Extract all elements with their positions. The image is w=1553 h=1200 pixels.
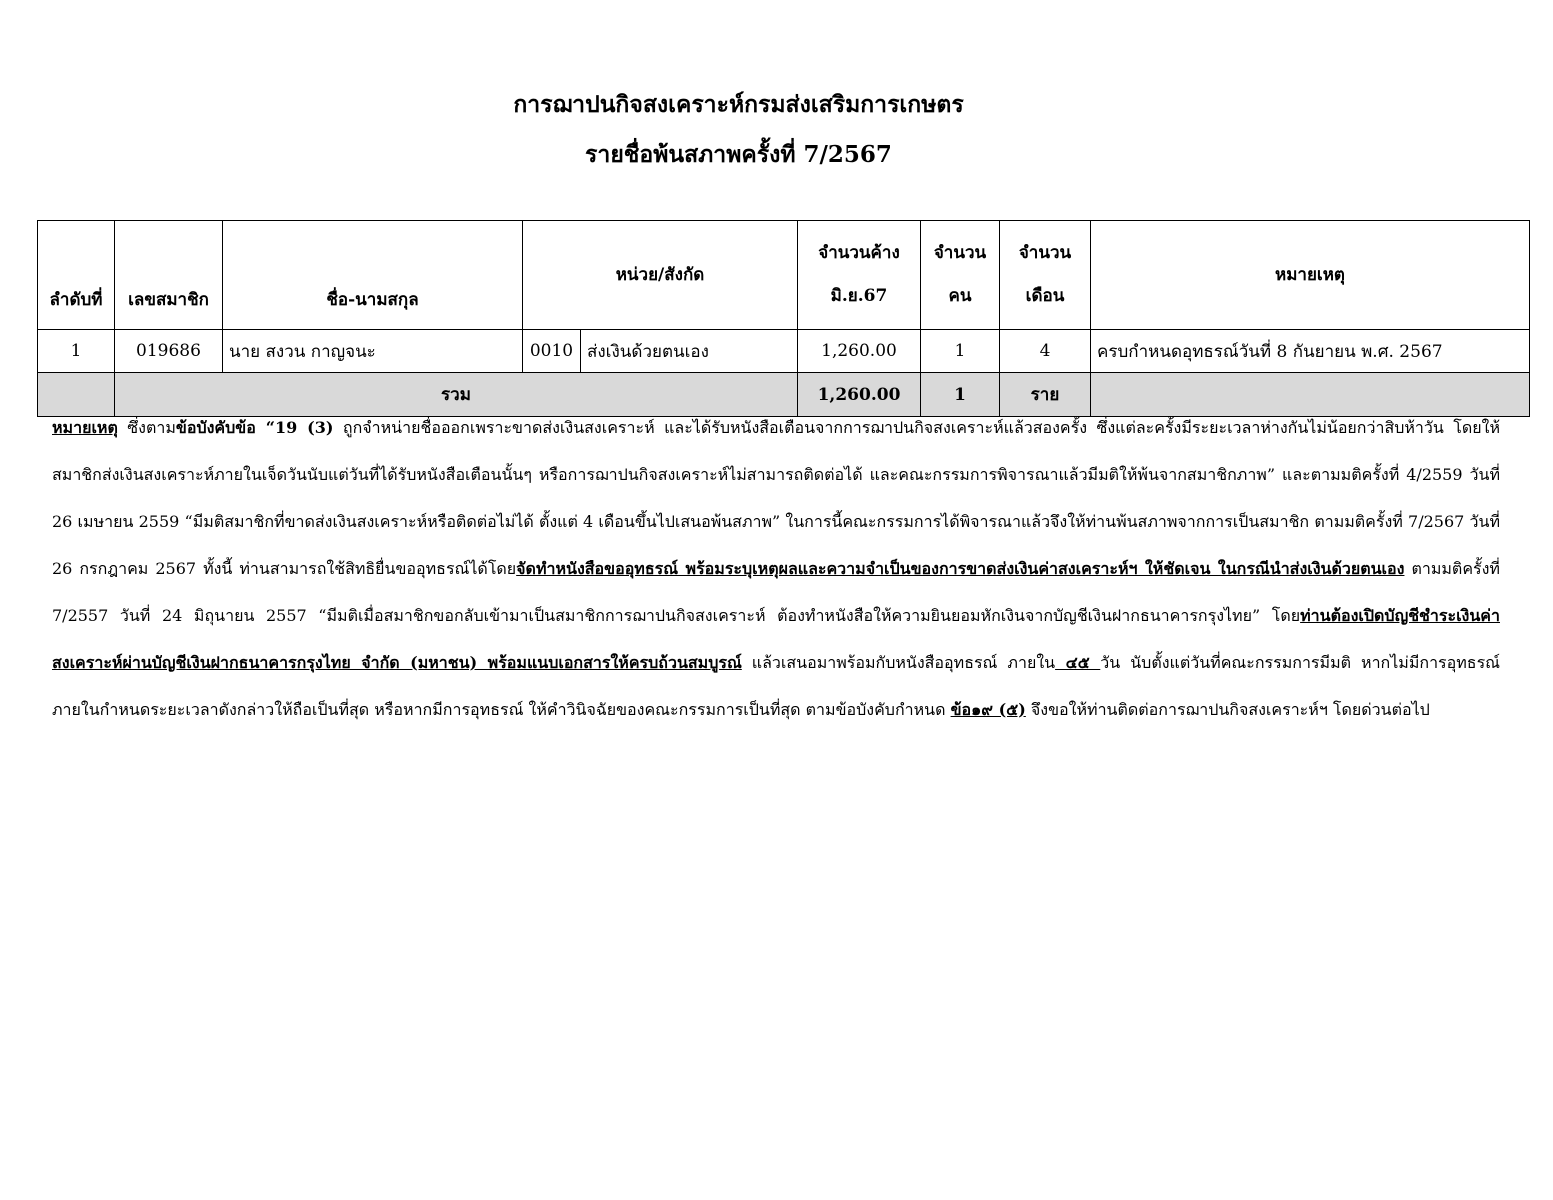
col-header-no: ลำดับที่ bbox=[38, 221, 115, 330]
note-emphasis-bank: ท่านต้องเปิดบัญชีชำระเงินค่าสงเคราะห์ผ่านบัญชีเงินฝากธนาคารกรุงไทย จำกัด (มหาชน) พร้อมแนบเอกสารให้ครบถ้วนสมบูรณ์ bbox=[52, 606, 1500, 672]
note-text: จึงขอให้ท่านติดต่อการฌาปนกิจสงเคราะห์ฯ โดยด่วนต่อไป bbox=[1025, 700, 1430, 719]
cell-persons: 1 bbox=[921, 330, 1000, 373]
col-header-outstanding-line2: มิ.ย.67 bbox=[830, 286, 888, 306]
remark-paragraph bbox=[52, 404, 1500, 733]
document-title: การฌาปนกิจสงเคราะห์กรมส่งเสริมการเกษตร bbox=[513, 91, 964, 118]
cell-outstanding: 1,260.00 bbox=[798, 330, 921, 373]
cell-unit-code: 0010 bbox=[523, 330, 581, 373]
cell-unit-name: ส่งเงินด้วยตนเอง bbox=[581, 330, 798, 373]
col-header-persons bbox=[921, 221, 1000, 330]
document-subtitle: รายชื่อพ้นสภาพครั้งที่ 7/2567 bbox=[585, 141, 892, 168]
table-header-row bbox=[38, 221, 1530, 330]
note-text: วัน นับตั้งแต่วันที่คณะกรรมการมีมติ หากไม่มีการอุทธรณ์ภายในกำหนดระยะเวลาดังกล่าวให้ถือเป็นที่สุด หรือหากมีการอุทธรณ์ ให้คำวินิจฉัยของคณะกรรมการเป็นที่สุด ตามข้อบังคับกำหนด bbox=[52, 653, 1501, 719]
note-text: ซึ่งตาม bbox=[117, 418, 176, 437]
note-emphasis-days: ๔๕ bbox=[1055, 653, 1101, 672]
table-row bbox=[38, 330, 1530, 373]
col-header-name: ชื่อ-นามสกุล bbox=[223, 221, 523, 330]
col-header-member-id: เลขสมาชิก bbox=[115, 221, 223, 330]
cell-name: นาย สงวน กาญจนะ bbox=[223, 330, 523, 373]
note-text: แล้วเสนอมาพร้อมกับหนังสืออุทธรณ์ ภายใน bbox=[741, 653, 1056, 672]
cell-remark: ครบกำหนดอุทธรณ์วันที่ 8 กันยายน พ.ศ. 2567 bbox=[1091, 330, 1530, 373]
col-header-months-line2: เดือน bbox=[1025, 286, 1065, 306]
terminated-members-table bbox=[37, 220, 1530, 417]
cell-months: 4 bbox=[1000, 330, 1091, 373]
note-bylaw-ref: ข้อบังคับข้อ “19 (3) bbox=[175, 418, 334, 437]
total-label: รวม bbox=[115, 373, 798, 417]
note-text: ตามมติครั้งที่ 7/2557 วันที่ 24 มิถุนายน 2557 “มีมติเมื่อสมาชิกขอกลับเข้ามาเป็นสมาชิกการฌาปนกิจสงเคราะห์ ต้องทำหนังสือให้ความยินยอมหักเงินจากบัญชีเงินฝากธนาคารกรุงไทย” โดย bbox=[52, 559, 1500, 625]
col-header-persons-line1: จำนวน bbox=[933, 243, 987, 263]
col-header-months bbox=[1000, 221, 1091, 330]
note-text: ถูกจำหน่ายชื่อออกเพราะขาดส่งเงินสงเคราะห์ และได้รับหนังสือเตือนจากการฌาปนกิจสงเคราะห์แล้วสองครั้ง ซึ่งแต่ละครั้งมีระยะเวลาห่างกันไม่น้อยกว่าสิบห้าวัน โดยให้สมาชิกส่งเงินสงเคราะห์ภายในเจ็ดวันนับแต่วันที่ได้รับหนังสือเตือนนั้นๆ หรือการฌาปนกิจสงเคราะห์ไม่สามารถติดต่อได้ และคณะกรรมการพิจารณาแล้วมีมติให้พ้นจากสมาชิกภาพ” และตามมติครั้งที่ 4/2559 วันที่ 26 เมษายน 2559 “มีมติสมาชิกที่ขาดส่งเงินสงเคราะห์หรือติดต่อไม่ได้ ตั้งแต่ 4 เดือนขึ้นไปเสนอพ้นสภาพ” ในการนี้คณะกรรมการได้พิจารณาแล้วจึงให้ท่านพ้นสภาพจากการเป็นสมาชิก ตามมติครั้งที่ 7/2567 วันที่ 26 กรกฎาคม 2567 ทั้งนี้ ท่านสามารถใช้สิทธิยื่นขออุทธรณ์ได้โดย bbox=[52, 418, 1501, 578]
total-unit: ราย bbox=[1000, 373, 1091, 417]
cell-member-id: 019686 bbox=[115, 330, 223, 373]
col-header-months-line1: จำนวน bbox=[1018, 243, 1072, 263]
total-persons: 1 bbox=[921, 373, 1000, 417]
note-heading: หมายเหตุ bbox=[52, 418, 118, 437]
col-header-persons-line2: คน bbox=[948, 286, 972, 306]
col-header-outstanding bbox=[798, 221, 921, 330]
col-header-unit: หน่วย/สังกัด bbox=[523, 221, 798, 330]
cell-no: 1 bbox=[38, 330, 115, 373]
note-emphasis-appeal: จัดทำหนังสือขออุทธรณ์ พร้อมระบุเหตุผลและความจำเป็นของการขาดส่งเงินค่าสงเคราะห์ฯ ให้ชัดเจน ในกรณีนำส่งเงินด้วยตนเอง bbox=[516, 559, 1405, 578]
col-header-outstanding-line1: จำนวนค้าง bbox=[818, 243, 900, 263]
note-emphasis-clause: ข้อ๑๙ (๕) bbox=[950, 700, 1026, 719]
col-header-remark: หมายเหตุ bbox=[1091, 221, 1530, 330]
total-outstanding: 1,260.00 bbox=[798, 373, 921, 417]
